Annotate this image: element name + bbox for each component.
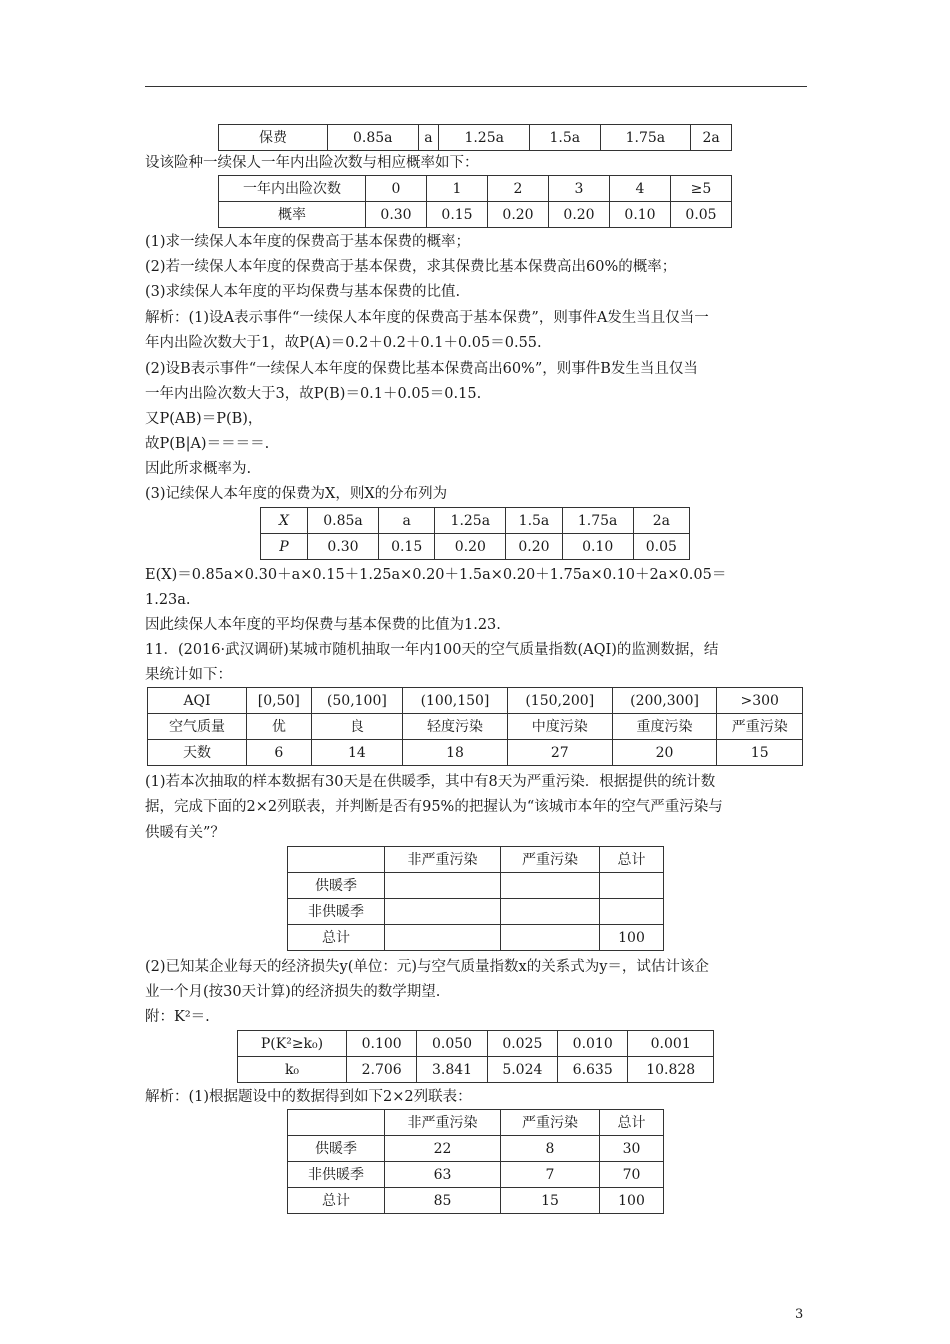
expectation-line: 1.23a.: [145, 592, 191, 608]
solution-line: 年内出险次数大于1，故P(A)＝0.2＋0.2＋0.1＋0.05＝0.55.: [145, 335, 542, 351]
contingency-table-empty: [287, 846, 664, 951]
table-cell: 0.001: [628, 1031, 714, 1057]
header-rule: [145, 86, 807, 87]
table-cell: 0.05: [671, 202, 732, 228]
solution-line: 故P(B|A)＝＝＝＝.: [145, 436, 270, 452]
table-cell: 6.635: [558, 1057, 628, 1083]
table-header-cell: 保费: [219, 125, 328, 151]
table-cell: 3: [549, 176, 610, 202]
table-cell: 3.841: [417, 1057, 487, 1083]
question-line: (2)已知某企业每天的经济损失y(单位：元)与空气质量指数x的关系式为y＝，试估计该企: [145, 959, 709, 975]
table-row: [288, 1110, 664, 1136]
table-cell: 0.85a: [328, 125, 419, 151]
table-row: [148, 714, 803, 740]
table-header-cell: 空气质量: [148, 714, 247, 740]
table-cell: 8: [501, 1136, 600, 1162]
table-cell: 20: [612, 740, 717, 766]
table-cell: a: [418, 125, 439, 151]
table-cell: 优: [247, 714, 312, 740]
table-header-cell: P(K²≥k₀): [238, 1031, 347, 1057]
table-cell: 0.20: [506, 534, 562, 560]
table-cell: 0.010: [558, 1031, 628, 1057]
table-cell: [501, 899, 600, 925]
contingency-table-filled: [287, 1109, 664, 1214]
table-row: [238, 1057, 714, 1083]
table-row: [219, 202, 732, 228]
table-cell: 1.75a: [562, 508, 633, 534]
table-row: [261, 508, 690, 534]
table-cell: 重度污染: [612, 714, 717, 740]
table-cell: 0.20: [549, 202, 610, 228]
table-cell: >300: [717, 688, 803, 714]
table-cell: [385, 925, 501, 951]
table-header-cell: AQI: [148, 688, 247, 714]
table-row: [288, 1188, 664, 1214]
table-header-cell: 非严重污染: [385, 1110, 501, 1136]
table-cell: 0.85a: [308, 508, 379, 534]
table-header-cell: 非严重污染: [385, 847, 501, 873]
table-header-cell: 供暖季: [288, 1136, 385, 1162]
table-cell: 100: [600, 925, 664, 951]
table-cell: (150,200]: [507, 688, 612, 714]
table-cell: 85: [385, 1188, 501, 1214]
table-header-cell: [288, 847, 385, 873]
table-cell: 18: [403, 740, 508, 766]
table-cell: ≥5: [671, 176, 732, 202]
table-cell: 2a: [633, 508, 689, 534]
table-cell: 63: [385, 1162, 501, 1188]
table-cell: 0.10: [610, 202, 671, 228]
question-line: 据，完成下面的2×2列联表，并判断是否有95%的把握认为“该城市本年的空气严重污染与: [145, 799, 723, 815]
problem-line: 11．(2016·武汉调研)某城市随机抽取一年内100天的空气质量指数(AQI)的监测数据，结: [145, 642, 719, 658]
claims-table: [218, 175, 732, 228]
table-cell: 1.25a: [435, 508, 506, 534]
table-cell: 2: [488, 176, 549, 202]
table-cell: 22: [385, 1136, 501, 1162]
question-line: (3)求续保人本年度的平均保费与基本保费的比值.: [145, 284, 461, 300]
table-cell: 中度污染: [507, 714, 612, 740]
problem-line: 果统计如下：: [145, 667, 232, 683]
table-cell: 良: [311, 714, 402, 740]
question-line: 业一个月(按30天计算)的经济损失的数学期望.: [145, 984, 441, 1000]
table-row: [288, 899, 664, 925]
table-header-cell: 供暖季: [288, 873, 385, 899]
table-cell: 0.100: [347, 1031, 417, 1057]
table-header-cell: 总计: [600, 847, 664, 873]
solution-line: 解析：(1)设A表示事件“一续保人本年度的保费高于基本保费”，则事件A发生当且仅当一: [145, 310, 709, 326]
table-row: [219, 176, 732, 202]
page-number: 3: [795, 1307, 804, 1322]
table-cell: 30: [600, 1136, 664, 1162]
table-cell: 5.024: [487, 1057, 557, 1083]
table-header-cell: 总计: [288, 1188, 385, 1214]
table-cell: [385, 899, 501, 925]
solution-line: 又P(AB)＝P(B)，: [145, 411, 263, 427]
table-header-cell: 严重污染: [501, 1110, 600, 1136]
solution-line: 解析：(1)根据题设中的数据得到如下2×2列联表：: [145, 1089, 472, 1105]
table-cell: 4: [610, 176, 671, 202]
table-cell: (200,300]: [612, 688, 717, 714]
table-cell: 0.20: [488, 202, 549, 228]
table-cell: (100,150]: [403, 688, 508, 714]
table-cell: 0.05: [633, 534, 689, 560]
table-cell: 70: [600, 1162, 664, 1188]
table-header-cell: 总计: [288, 925, 385, 951]
table-cell: 0.15: [427, 202, 488, 228]
table-cell: 1: [427, 176, 488, 202]
distribution-table: [260, 507, 690, 560]
table-row: [288, 1162, 664, 1188]
table-cell: 27: [507, 740, 612, 766]
table-header-cell: 非供暖季: [288, 899, 385, 925]
solution-line: (3)记续保人本年度的保费为X，则X的分布列为: [145, 486, 448, 502]
table-cell: 1.75a: [600, 125, 691, 151]
table-header-cell: 概率: [219, 202, 366, 228]
solution-line: 一年内出险次数大于3，故P(B)＝0.1＋0.05＝0.15.: [145, 386, 482, 402]
table-row: [288, 847, 664, 873]
table-cell: 15: [501, 1188, 600, 1214]
table-cell: 15: [717, 740, 803, 766]
table-cell: 10.828: [628, 1057, 714, 1083]
table-row: [148, 688, 803, 714]
table-row: [261, 534, 690, 560]
aqi-table: [147, 687, 803, 766]
table-header-cell: 严重污染: [501, 847, 600, 873]
k2-table: [237, 1030, 714, 1083]
table-row: [148, 740, 803, 766]
table-cell: 0.20: [435, 534, 506, 560]
table-row: [288, 873, 664, 899]
table-cell: 0.30: [308, 534, 379, 560]
expectation-line: E(X)＝0.85a×0.30＋a×0.15＋1.25a×0.20＋1.5a×0.20＋1.75a×0.10＋2a×0.05＝: [145, 567, 727, 583]
question-line: (2)若一续保人本年度的保费高于基本保费，求其保费比基本保费高出60%的概率；: [145, 259, 677, 275]
table-cell: [600, 873, 664, 899]
table-cell: 0.10: [562, 534, 633, 560]
premium-table: [218, 124, 732, 151]
table-row: [288, 925, 664, 951]
solution-line: (2)设B表示事件“一续保人本年度的保费比基本保费高出60%”，则事件B发生当且仅当: [145, 361, 698, 377]
table-cell: 1.25a: [439, 125, 530, 151]
table-cell: 6: [247, 740, 312, 766]
formula-line: 附：K²＝.: [145, 1009, 210, 1025]
table-cell: a: [378, 508, 434, 534]
table-header-cell: [288, 1110, 385, 1136]
table-cell: 严重污染: [717, 714, 803, 740]
table-cell: 0: [366, 176, 427, 202]
expectation-line: 因此续保人本年度的平均保费与基本保费的比值为1.23.: [145, 617, 501, 633]
table-cell: [501, 873, 600, 899]
table-header-cell: P: [261, 534, 308, 560]
table-row: [288, 1136, 664, 1162]
table-cell: 100: [600, 1188, 664, 1214]
table-cell: [501, 925, 600, 951]
table-header-cell: 非供暖季: [288, 1162, 385, 1188]
table-header-cell: 一年内出险次数: [219, 176, 366, 202]
question-line: (1)求一续保人本年度的保费高于基本保费的概率；: [145, 234, 471, 250]
table-cell: [600, 899, 664, 925]
table-cell: 2a: [691, 125, 732, 151]
table-cell: 0.30: [366, 202, 427, 228]
table-cell: 轻度污染: [403, 714, 508, 740]
table-row: [219, 125, 732, 151]
table-header-cell: k₀: [238, 1057, 347, 1083]
table-cell: (50,100]: [311, 688, 402, 714]
table-row: [238, 1031, 714, 1057]
table-cell: 0.15: [378, 534, 434, 560]
table-cell: 2.706: [347, 1057, 417, 1083]
question-line: 供暖有关”？: [145, 825, 225, 841]
table-cell: 1.5a: [506, 508, 562, 534]
table-cell: 1.5a: [529, 125, 600, 151]
question-line: (1)若本次抽取的样本数据有30天是在供暖季，其中有8天为严重污染．根据提供的统计数: [145, 774, 716, 790]
table-cell: 7: [501, 1162, 600, 1188]
table-cell: [385, 873, 501, 899]
table-header-cell: 总计: [600, 1110, 664, 1136]
table-header-cell: X: [261, 508, 308, 534]
text-line: 设该险种一续保人一年内出险次数与相应概率如下：: [145, 155, 479, 171]
solution-line: 因此所求概率为.: [145, 461, 252, 477]
table-cell: 0.050: [417, 1031, 487, 1057]
table-cell: 14: [311, 740, 402, 766]
table-cell: 0.025: [487, 1031, 557, 1057]
table-cell: [0,50]: [247, 688, 312, 714]
table-header-cell: 天数: [148, 740, 247, 766]
